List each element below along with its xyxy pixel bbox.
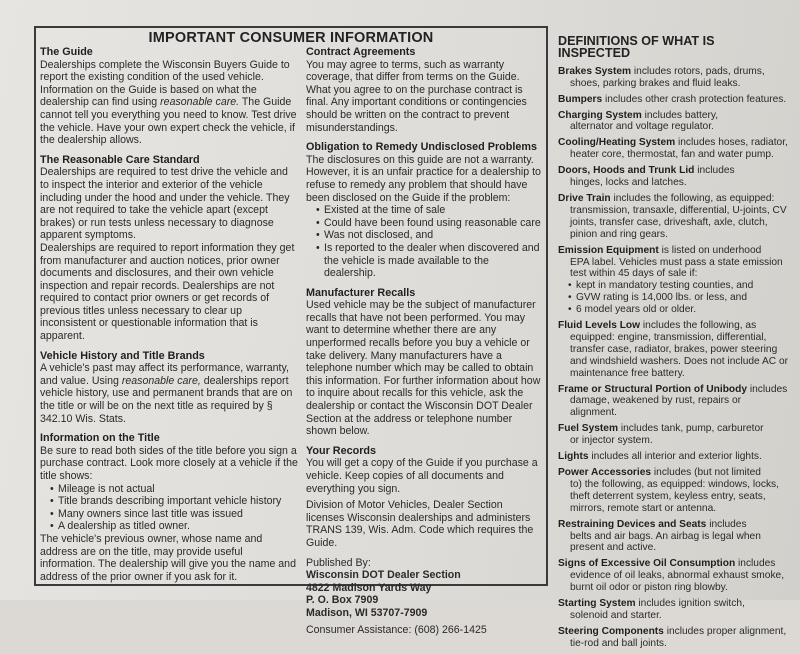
definition-line: [558, 165, 790, 177]
definition-text: includes all interior and exterior lights.: [588, 451, 762, 463]
definition-line: [558, 94, 790, 106]
definition-item: [558, 519, 790, 555]
list-item: • Title brands describing important vehicle history: [50, 495, 298, 508]
recalls-heading: Manufacturer Recalls: [306, 286, 416, 299]
history-text-2: dealerships report vehicle history, use and permanent brands that are on the title or will be on the next title as required by § 342.10 Wis. Stats.: [40, 374, 293, 425]
definition-item: [558, 598, 790, 622]
reasonable-care-para-2: Dealerships are required to report information they get from manufacturer and auction notices, prior owner documents and disclosures, and their own vehicle inspection and repair records. Dealerships are not required to contact prior owners or get records of previous titles unless necessary to clear up inconsistent or questionable information that is apparent.: [40, 241, 295, 343]
definitions-list: [558, 66, 790, 650]
definition-item: [558, 193, 790, 241]
definition-line: [558, 558, 790, 570]
definition-item: [558, 626, 790, 650]
definition-line: [558, 320, 790, 332]
title-info-intro: Be sure to read both sides of the title before you sign a purchase contract. Look more closely at a vehicle if the title shows:: [40, 444, 298, 482]
records-heading: Your Records: [306, 444, 376, 457]
section-guide: [40, 46, 298, 147]
list-item: • GVW rating is 14,000 lbs. or less, and: [568, 292, 790, 304]
guide-text: [40, 59, 298, 147]
definition-line: [558, 384, 790, 396]
left-column: [40, 46, 298, 583]
definition-term: Power Accessories: [558, 467, 652, 478]
definition-term: Lights: [558, 451, 589, 463]
list-item: • Could have been found using reasonable care: [316, 217, 542, 230]
definition-text: includes hoses, radiator,: [675, 137, 788, 149]
definition-item: [558, 467, 790, 515]
definition-line: [558, 193, 790, 205]
history-heading: Vehicle History and Title Brands: [40, 349, 205, 362]
recalls-text: Used vehicle may be the subject of manufacturer recalls that have not been performed. You may want to determine whether there are any unperformed recalls before you buy a vehicle or take delivery. Many manufacturers have a telephone number which may be called to obtain this information. For further information about how to inquire about recalls for this vehicle, ask the dealership or contact the Wisconsin DOT Dealer Section at the address or telephone number shown below.: [306, 299, 541, 438]
section-contract: [306, 46, 542, 134]
definition-term: Steering Components: [558, 625, 664, 637]
definition-item: [558, 558, 790, 594]
definition-line: [558, 423, 790, 435]
definition-item: [558, 165, 790, 189]
definition-term: Charging System: [558, 109, 642, 121]
history-text: [40, 362, 298, 425]
definition-item: [558, 245, 790, 316]
definition-item: [558, 423, 790, 447]
guide-heading: The Guide: [40, 46, 93, 58]
reasonable-care-para-1: Dealerships are required to test drive the vehicle and to inspect the interior and exterior of the vehicle including under the hood and under the vehicle. They are not required to take the vehicle apart (except brakes) or run tests unless necessary to diagnose apparent symptoms.: [40, 166, 290, 242]
guide-text-2: The Guide cannot tell you everything you need to know. Test drive the vehicle. Have your own expert check the vehicle, if the dealership allows.: [40, 96, 297, 147]
section-title-info: [40, 432, 298, 583]
definition-continued: alternator and voltage regulator.: [570, 121, 714, 133]
definition-term: Signs of Excessive Oil Consumption: [558, 558, 736, 570]
definition-text: includes tank, pump, carburetor: [618, 423, 764, 435]
definition-line: [558, 626, 790, 638]
definition-text: includes proper alignment,: [663, 625, 787, 637]
definition-continued: hinges, locks and latches.: [570, 177, 687, 189]
published-street: 4822 Madison Yards Way: [306, 581, 432, 594]
definition-item: [558, 451, 790, 463]
definition-line: [558, 137, 790, 149]
reasonable-care-heading: The Reasonable Care Standard: [40, 153, 200, 166]
definition-line: [558, 245, 790, 257]
definition-text: includes (but not limited: [651, 467, 761, 478]
section-history: [40, 350, 298, 426]
definition-text: includes: [735, 558, 776, 570]
obligation-list: [306, 204, 542, 280]
definition-text: includes rotors, pads, drums,: [631, 65, 765, 77]
definition-term: Frame or Structural Portion of Unibody: [558, 383, 748, 395]
section-obligation: [306, 141, 542, 280]
definitions-column: [558, 36, 790, 654]
definition-continued: tie-rod and ball joints.: [570, 637, 667, 649]
definition-term: Doors, Hoods and Trunk Lid: [558, 165, 695, 177]
list-item: • 6 model years old or older.: [568, 304, 790, 316]
definition-text: includes: [694, 165, 735, 177]
section-reasonable-care: [40, 154, 298, 343]
title-info-outro: The vehicle's previous owner, whose name and address are on the title, may provide useful information. The dealership will give you the name and address of the prior owner if you ask for it.: [40, 532, 296, 583]
definition-text: includes: [747, 383, 788, 395]
records-para-1: You will get a copy of the Guide if you purchase a vehicle. Keep copies of all documents and everything you sign.: [306, 457, 538, 495]
definition-item: [558, 110, 790, 134]
list-item: • A dealership as titled owner.: [50, 520, 298, 533]
definition-continued: heater core, thermostat, fan and water pump.: [570, 149, 774, 161]
definition-continued: solenoid and starter.: [570, 609, 662, 621]
definition-text: includes: [706, 518, 747, 530]
definition-text: includes the following, as equipped:: [610, 192, 775, 204]
definition-continued: transmission, transaxle, differential, U-joints, CV joints, transfer case, driveshaft, axle, clutch, pinion and ring gears.: [570, 204, 787, 240]
list-item: • Existed at the time of sale: [316, 204, 542, 217]
definition-continued: or injector system.: [570, 435, 653, 447]
obligation-heading: Obligation to Remedy Undisclosed Problems: [306, 141, 537, 154]
contract-heading: Contract Agreements: [306, 46, 416, 58]
definition-line: [558, 66, 790, 78]
middle-column: [306, 46, 542, 636]
records-para-2: Division of Motor Vehicles, Dealer Section licenses Wisconsin dealerships and administers TRANS 139, Wis. Adm. Code which requires the Guide.: [306, 499, 534, 549]
definition-continued: damage, weakened by rust, repairs or alignment.: [570, 395, 742, 419]
title-info-heading: Information on the Title: [40, 432, 160, 445]
obligation-intro: The disclosures on this guide are not a warranty. However, it is an unfair practice for a dealership to refuse to remedy any problem that should have been disclosed on the Guide if the problem:: [306, 153, 541, 204]
section-published: [306, 557, 542, 637]
definition-line: [558, 467, 790, 479]
definition-text: includes ignition switch,: [635, 598, 745, 610]
definition-text: includes other crash protection features.: [602, 93, 787, 105]
definition-term: Brakes System: [558, 65, 632, 77]
definition-text: is listed on underhood: [658, 244, 762, 256]
definition-continued: EPA label. Vehicles must pass a state emission test within 45 days of sale if:: [570, 256, 783, 280]
definition-term: Bumpers: [558, 93, 603, 105]
published-city: Madison, WI 53707-7909: [306, 606, 428, 619]
consumer-assistance: Consumer Assistance: (608) 266-1425: [306, 623, 487, 636]
definition-term: Emission Equipment: [558, 244, 659, 256]
published-label: Published By:: [306, 556, 371, 569]
definition-line: [558, 451, 790, 463]
definition-continued: equipped: engine, transmission, differential, transfer case, radiator, brakes, power steering and windshield washers. Does not include AC or maintenance free battery.: [570, 331, 789, 379]
definition-continued: to) the following, as equipped: windows, locks, theft deterrent system, keyless entry, seats, mirrors, remote start or antenna.: [570, 478, 779, 514]
definition-item: [558, 94, 790, 106]
section-recalls: [306, 287, 542, 438]
history-text-1: A vehicle's past may affect its performance, warranty, and value. Using: [40, 362, 289, 387]
definition-item: [558, 320, 790, 380]
definition-text: includes battery,: [641, 109, 719, 121]
list-item: • Was not disclosed, and: [316, 229, 542, 242]
definition-text: includes the following, as: [640, 320, 757, 332]
definition-line: [558, 110, 790, 122]
definition-continued: shoes, parking brakes and fluid leaks.: [570, 77, 741, 89]
definitions-heading: DEFINITIONS OF WHAT IS INSPECTED: [558, 34, 715, 60]
definition-term: Cooling/Heating System: [558, 137, 676, 149]
guide-text-em: reasonable care.: [160, 96, 240, 109]
definition-continued: belts and air bags. An airbag is legal when present and active.: [570, 530, 761, 554]
contract-text: You may agree to terms, such as warranty coverage, that differ from terms on the Guide. What you agree to on the purchase contract is final. Any important conditions or contingencies should be written on the contract to prevent misunderstandings.: [306, 58, 527, 134]
published-po: P. O. Box 7909: [306, 594, 379, 607]
emission-list: [558, 280, 790, 316]
definition-term: Fuel System: [558, 423, 619, 435]
definition-item: [558, 66, 790, 90]
list-item: • Many owners since last title was issued: [50, 508, 298, 521]
definition-term: Fluid Levels Low: [558, 320, 641, 332]
definition-term: Restraining Devices and Seats: [558, 518, 707, 530]
section-records: [306, 445, 542, 550]
definition-item: [558, 384, 790, 420]
guide-text-1: Dealerships complete the Wisconsin Buyers Guide to report the existing condition of the used vehicle. Information on the Guide is based on what the dealership can find using: [40, 58, 290, 109]
definition-item: [558, 137, 790, 161]
definition-term: Drive Train: [558, 192, 611, 204]
definition-line: [558, 519, 790, 531]
list-item: • Is reported to the dealer when discovered and the vehicle is made available to the dealership.: [316, 242, 542, 280]
history-text-em: reasonable care,: [121, 374, 201, 387]
box-title: IMPORTANT CONSUMER INFORMATION: [148, 30, 434, 46]
published-org: Wisconsin DOT Dealer Section: [306, 569, 461, 582]
definition-continued: evidence of oil leaks, abnormal exhaust smoke, burnt oil odor or piston ring blowby.: [570, 570, 785, 594]
list-item: • Mileage is not actual: [50, 483, 298, 496]
definition-term: Starting System: [558, 598, 636, 610]
title-info-list: [40, 483, 298, 533]
list-item: • kept in mandatory testing counties, and: [568, 280, 790, 292]
